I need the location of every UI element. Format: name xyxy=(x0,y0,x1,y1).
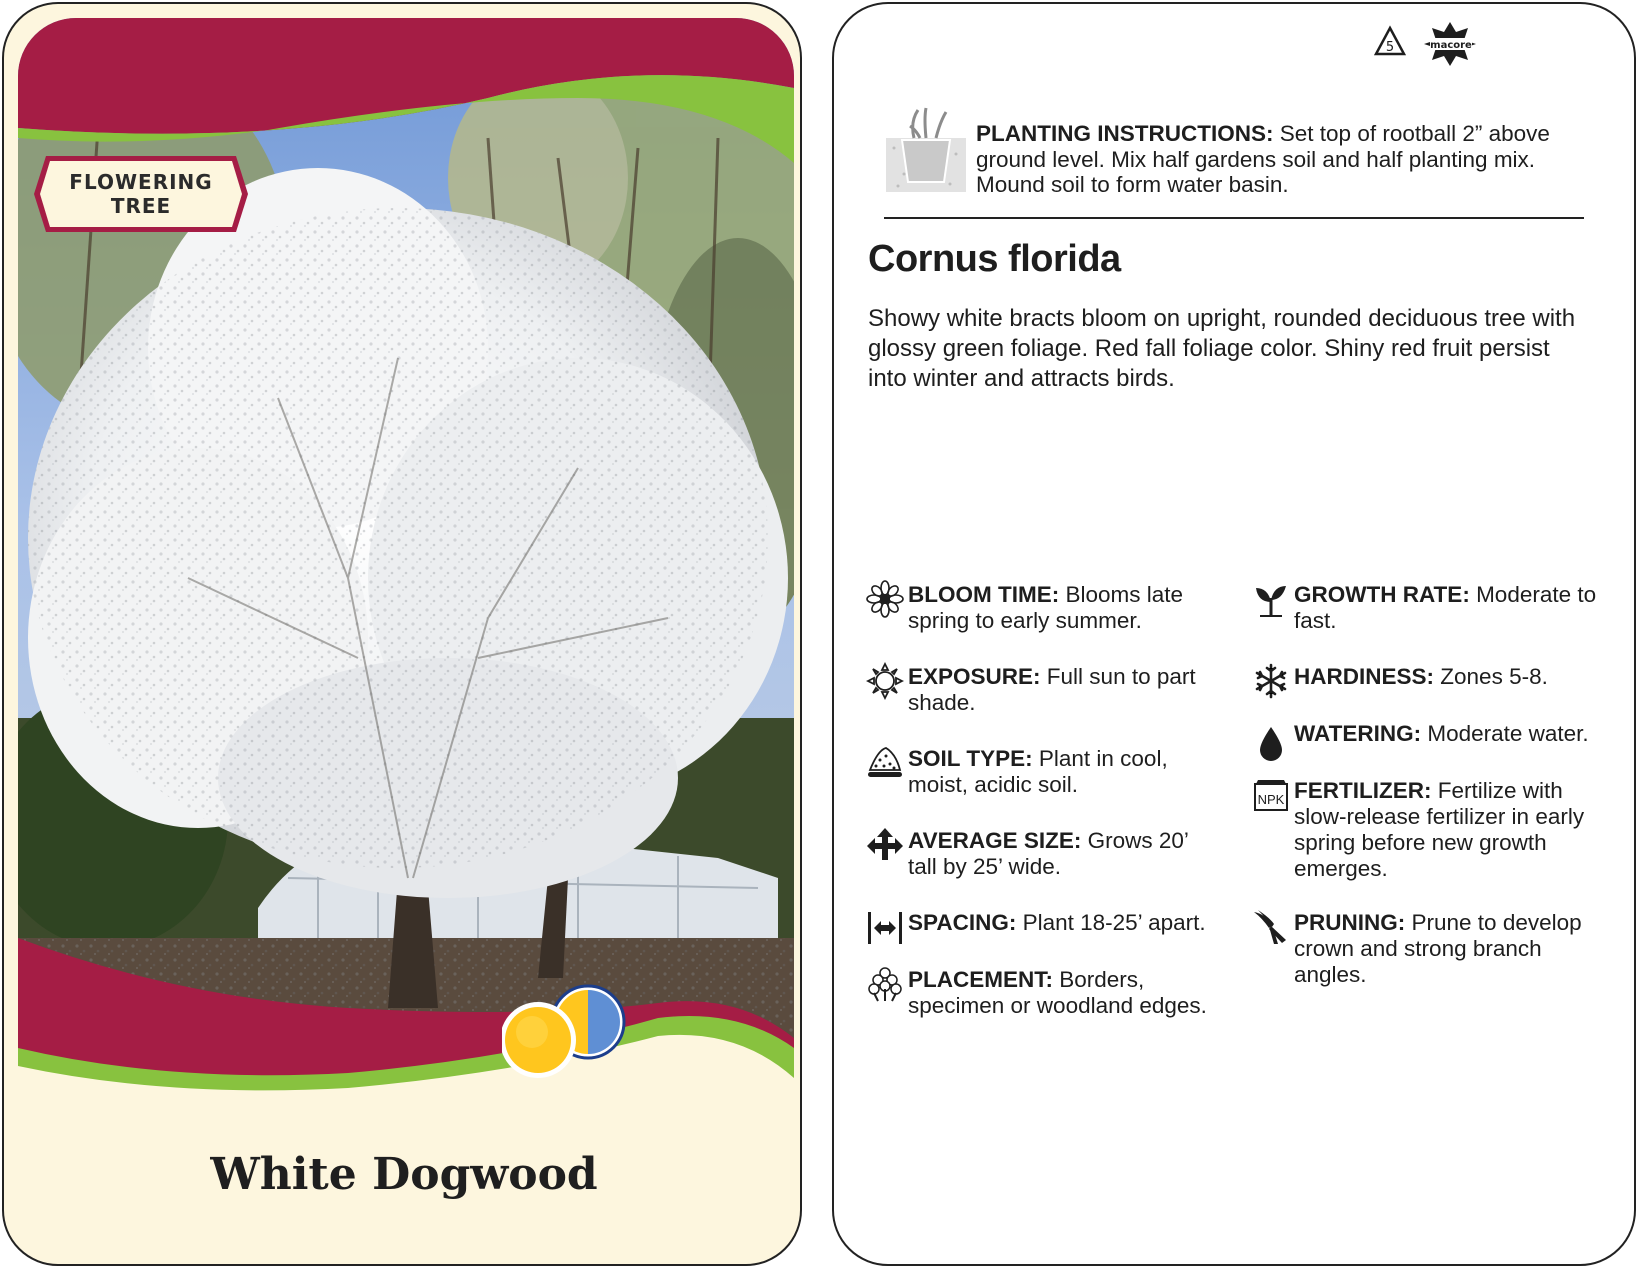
attr-label: SOIL TYPE xyxy=(908,746,1026,771)
attr-label: BLOOM TIME xyxy=(908,582,1052,607)
attr-label: WATERING xyxy=(1294,721,1414,746)
planting-instructions xyxy=(976,121,1596,198)
logos xyxy=(1372,20,1482,70)
attr-bloom-time: BLOOM TIME: Blooms late spring to early summer. xyxy=(908,582,1208,634)
attr-watering: WATERING: Moderate water. xyxy=(1294,721,1614,747)
attr-growth-rate: GROWTH RATE: Moderate to fast. xyxy=(1294,582,1604,634)
attr-hardiness: HARDINESS: Zones 5-8. xyxy=(1294,664,1604,690)
category-line-1: FLOWERING xyxy=(69,170,213,194)
attr-label: PLACEMENT xyxy=(908,967,1046,992)
attr-average-size: AVERAGE SIZE: Grows 20’ tall by 25’ wide. xyxy=(908,828,1208,880)
sun-icon xyxy=(866,662,904,700)
attr-label: SPACING xyxy=(908,910,1009,935)
water-drop-icon xyxy=(1252,725,1290,763)
attr-text: Blooms late spring to early summer. xyxy=(908,582,1184,633)
plant-tag-front xyxy=(2,2,802,1266)
attr-label: GROWTH RATE xyxy=(1294,582,1463,607)
attr-text: Borders, specimen or woodland edges. xyxy=(908,967,1207,1018)
pruners-icon xyxy=(1252,908,1290,946)
recycle-number: 5 xyxy=(1385,40,1395,55)
attr-label: AVERAGE SIZE xyxy=(908,828,1074,853)
soil-icon xyxy=(866,744,904,782)
attr-label: HARDINESS xyxy=(1294,664,1427,689)
full-sun-icon xyxy=(502,1002,576,1078)
attr-text: Grows 20’ tall by 25’ wide. xyxy=(908,828,1189,879)
category-badge xyxy=(32,154,250,234)
attr-text: Plant in cool, moist, acidic soil. xyxy=(908,746,1168,797)
attr-placement: PLACEMENT: Borders, specimen or woodland edges. xyxy=(908,967,1208,1019)
attr-label: EXPOSURE xyxy=(908,664,1034,689)
category-line-2: TREE xyxy=(110,194,172,218)
plant-description: Showy white bracts bloom on upright, rounded deciduous tree with glossy green foliage. Red fall foliage color. Shiny red fruit persist into winter and attracts birds. xyxy=(868,305,1576,392)
attr-text: Zones 5-8. xyxy=(1440,664,1548,689)
botanical-name: Cornus florida xyxy=(868,238,1121,280)
attr-soil-type: SOIL TYPE: Plant in cool, moist, acidic soil. xyxy=(908,746,1208,798)
attr-text: Full sun to part shade. xyxy=(908,664,1196,715)
category-label xyxy=(32,170,250,218)
attr-text: Fertilize with slow-release fertilizer in early spring before new growth emerges. xyxy=(1294,778,1585,881)
brand-name: macore xyxy=(1430,40,1472,51)
plant-tag-back xyxy=(832,2,1636,1266)
planting-pot-icon xyxy=(884,104,970,196)
spacing-icon xyxy=(866,908,904,946)
size-icon xyxy=(866,826,904,864)
attr-label: FERTILIZER xyxy=(1294,778,1424,803)
attr-fertilizer: NPK FERTILIZER: Fertilize with slow-release fertilizer in early spring before new growth emerges. xyxy=(1294,778,1604,882)
npk-label: NPK xyxy=(1257,792,1285,807)
snowflake-icon xyxy=(1252,662,1290,700)
attr-spacing: SPACING: Plant 18-25’ apart. xyxy=(908,910,1228,936)
divider xyxy=(884,217,1584,219)
planting-text: Set top of rootball 2” above ground level. Mix half gardens soil and half planting mix. Mound soil to form water basin. xyxy=(976,121,1550,197)
attr-pruning: PRUNING: Prune to develop crown and strong branch angles. xyxy=(1294,910,1604,988)
attr-text: Moderate to fast. xyxy=(1294,582,1597,633)
attr-text: Prune to develop crown and strong branch angles. xyxy=(1294,910,1582,987)
attr-exposure: EXPOSURE: Full sun to part shade. xyxy=(908,664,1208,716)
sprout-icon xyxy=(1252,580,1290,618)
planting-label: PLANTING INSTRUCTIONS: xyxy=(976,121,1274,146)
exposure-icons xyxy=(502,984,642,1084)
attr-text: Moderate water. xyxy=(1427,721,1589,746)
common-name: White Dogwood xyxy=(210,1149,598,1200)
attr-label: PRUNING xyxy=(1294,910,1398,935)
placement-icon xyxy=(866,965,904,1003)
npk-icon xyxy=(1252,776,1290,814)
flower-icon xyxy=(866,580,904,618)
attr-text: Plant 18-25’ apart. xyxy=(1022,910,1206,935)
